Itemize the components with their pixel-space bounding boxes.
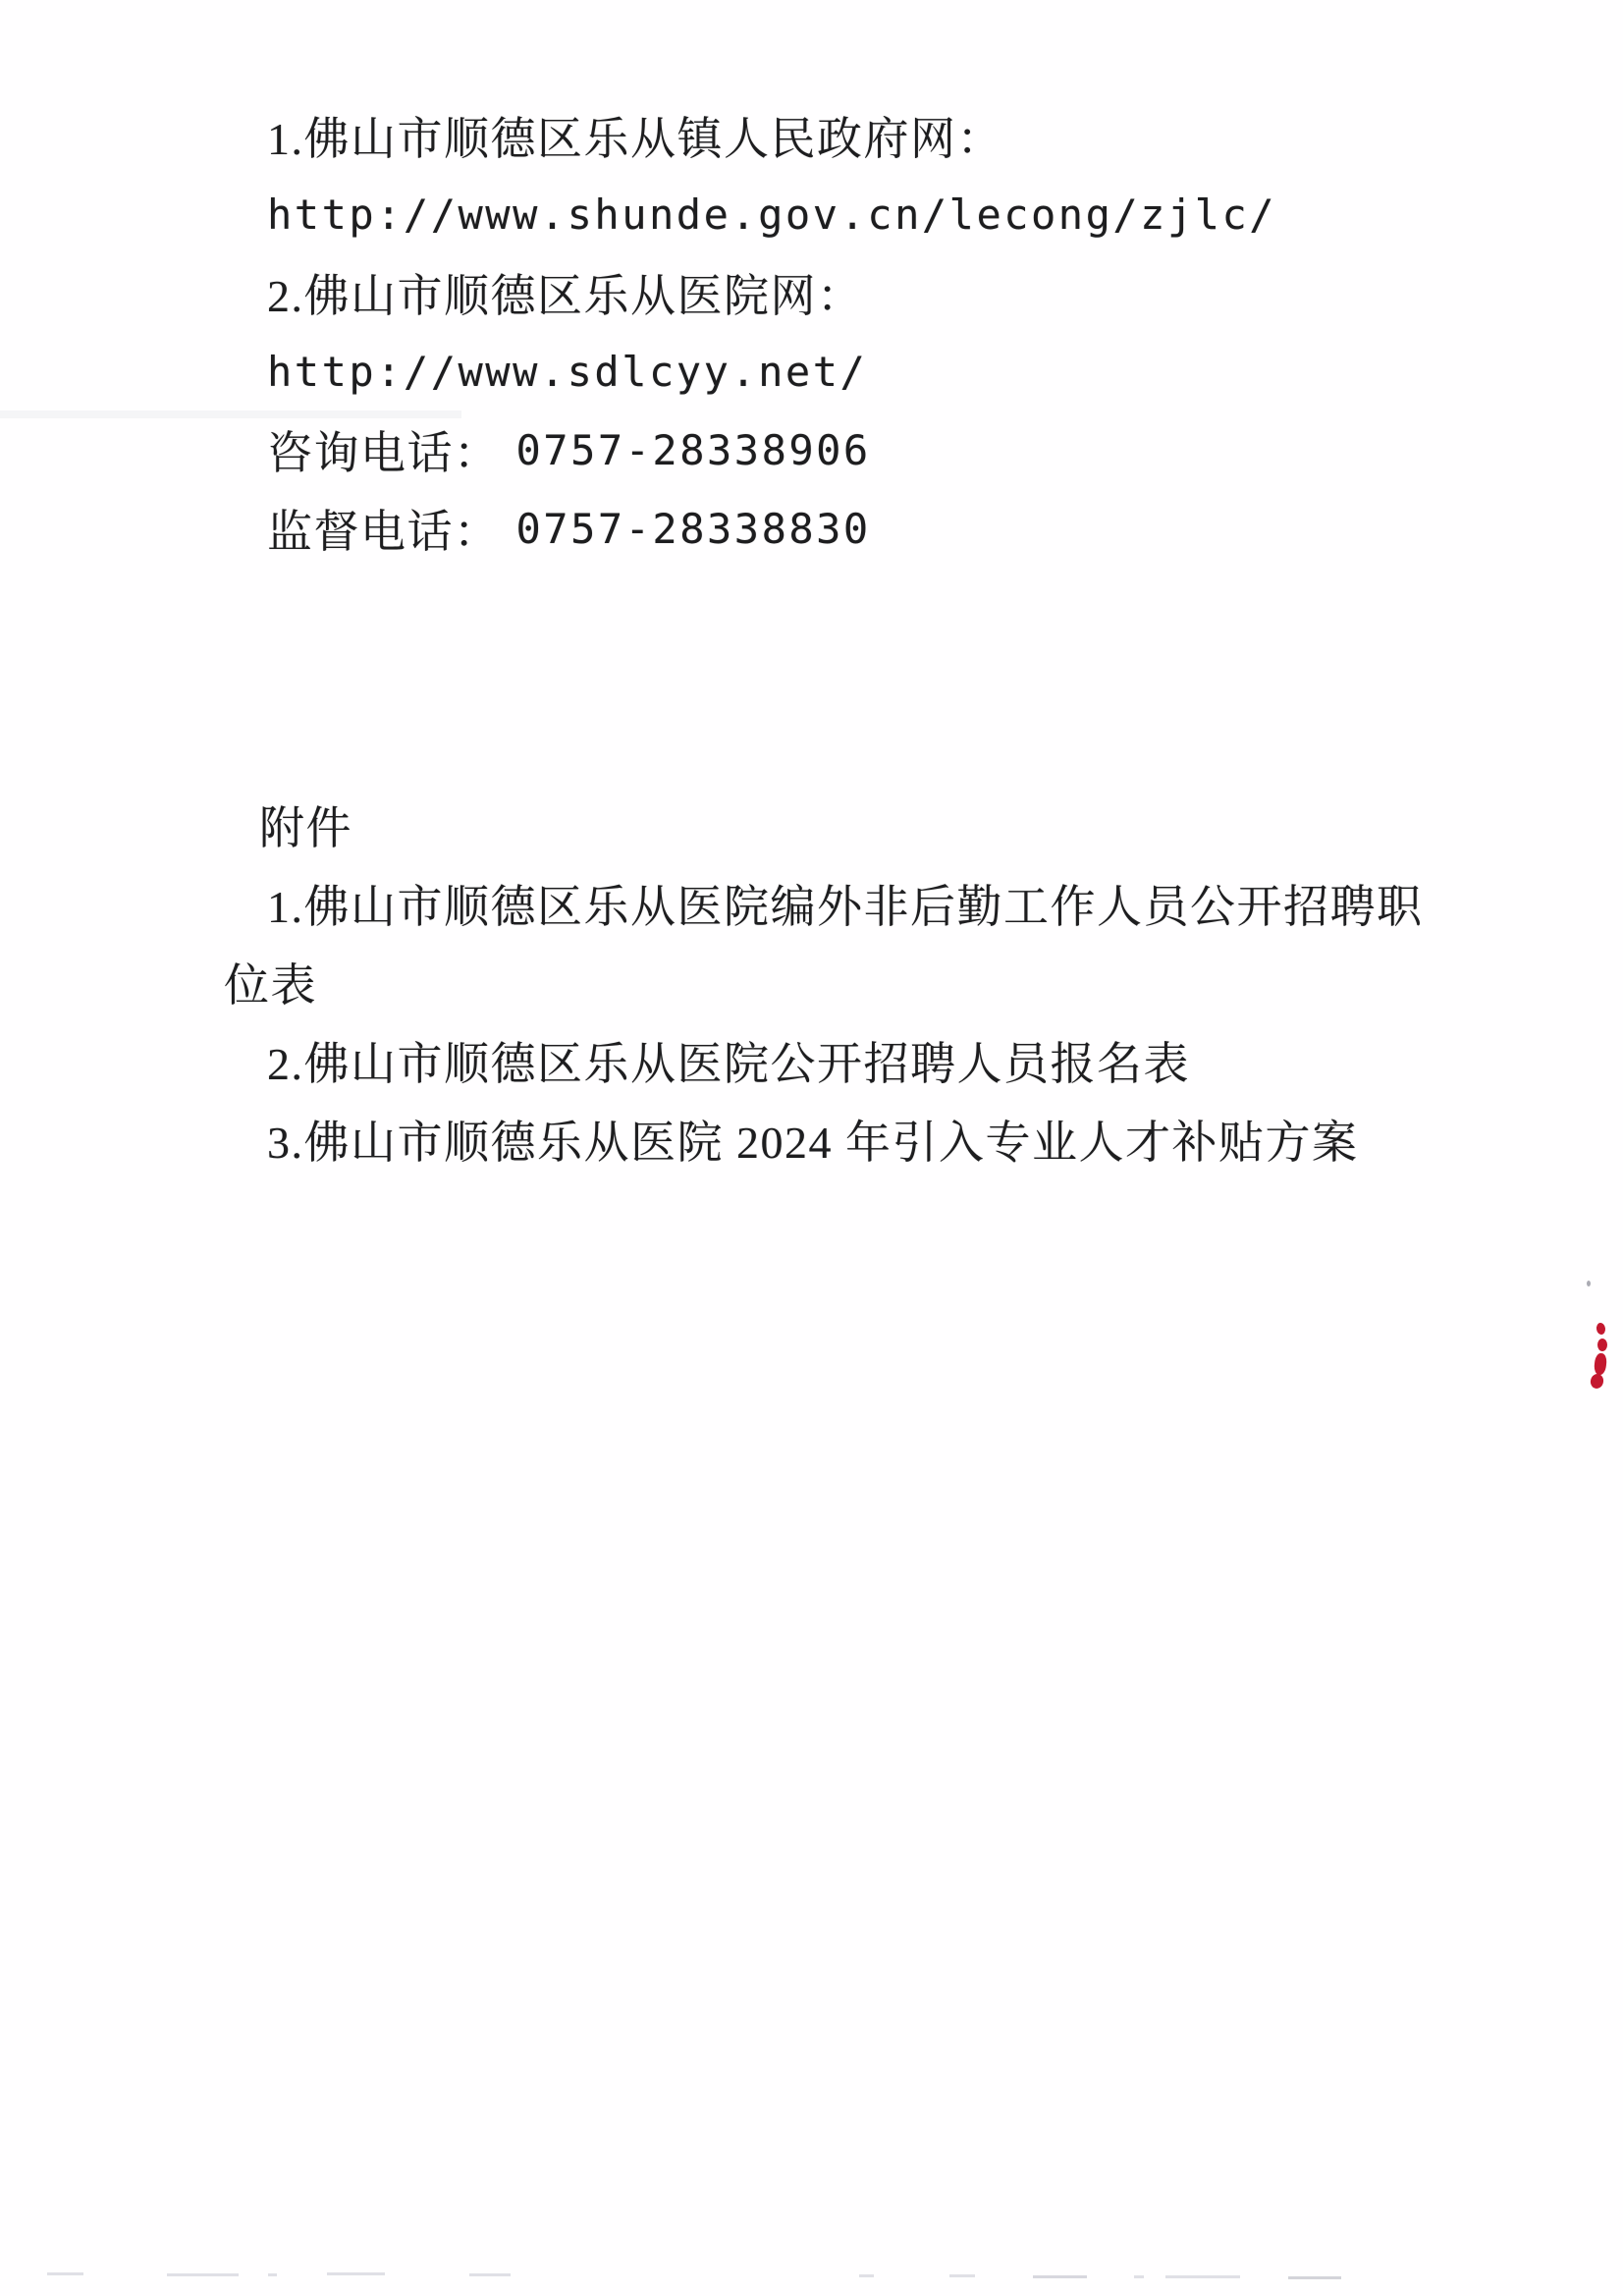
supervision-phone-number: 0757-28338830: [515, 504, 871, 553]
attachment-item-3: 3.佛山市顺德乐从医院 2024 年引入专业人才补贴方案: [267, 1118, 1359, 1168]
scan-line-segment: [469, 2273, 511, 2276]
supervision-phone-label: 监督电话：: [267, 507, 501, 557]
red-ink-dot: [1589, 1373, 1604, 1391]
consult-phone-number: 0757-28338906: [515, 425, 871, 474]
attachment-item-1-line-2: 位表: [224, 960, 317, 1011]
scan-line-segment: [949, 2274, 975, 2277]
scan-line-segment: [47, 2272, 83, 2275]
consult-phone-line: [224, 410, 1564, 489]
attachments-heading: 附件: [259, 803, 352, 853]
scan-line-segment: [167, 2273, 239, 2276]
supervision-phone-line: [224, 489, 1564, 568]
gov-website-url: http://www.shunde.gov.cn/lecong/zjlc/: [267, 190, 1277, 239]
scan-line-segment: [1033, 2275, 1087, 2278]
gov-website-label: 1.佛山市顺德区乐从镇人民政府网：: [267, 114, 1003, 164]
scan-streak-artifact: [0, 410, 461, 418]
attachment-item-2: 2.佛山市顺德区乐从医院公开招聘人员报名表: [267, 1039, 1190, 1089]
consult-phone-label: 咨询电话：: [267, 428, 501, 478]
red-ink-dot: [1597, 1339, 1607, 1351]
red-ink-dot: [1596, 1322, 1606, 1335]
scan-line-segment: [859, 2274, 874, 2277]
red-ink-dot: [1594, 1352, 1607, 1375]
scan-line-segment: [1288, 2276, 1341, 2279]
scan-line-segment: [1165, 2275, 1240, 2278]
scan-speck-artifact: [1587, 1281, 1591, 1286]
attachments-section: [224, 786, 1564, 1178]
hospital-website-label: 2.佛山市顺德区乐从医院网：: [267, 271, 864, 321]
attachment-item-1-line-1: 1.佛山市顺德区乐从医院编外非后勤工作人员公开招聘职: [267, 882, 1424, 932]
contact-info-section: [224, 96, 1564, 568]
scan-line-segment: [327, 2272, 385, 2275]
scan-line-segment: [268, 2273, 277, 2276]
scan-line-segment: [1134, 2275, 1144, 2278]
hospital-website-url: http://www.sdlcyy.net/: [267, 347, 868, 396]
